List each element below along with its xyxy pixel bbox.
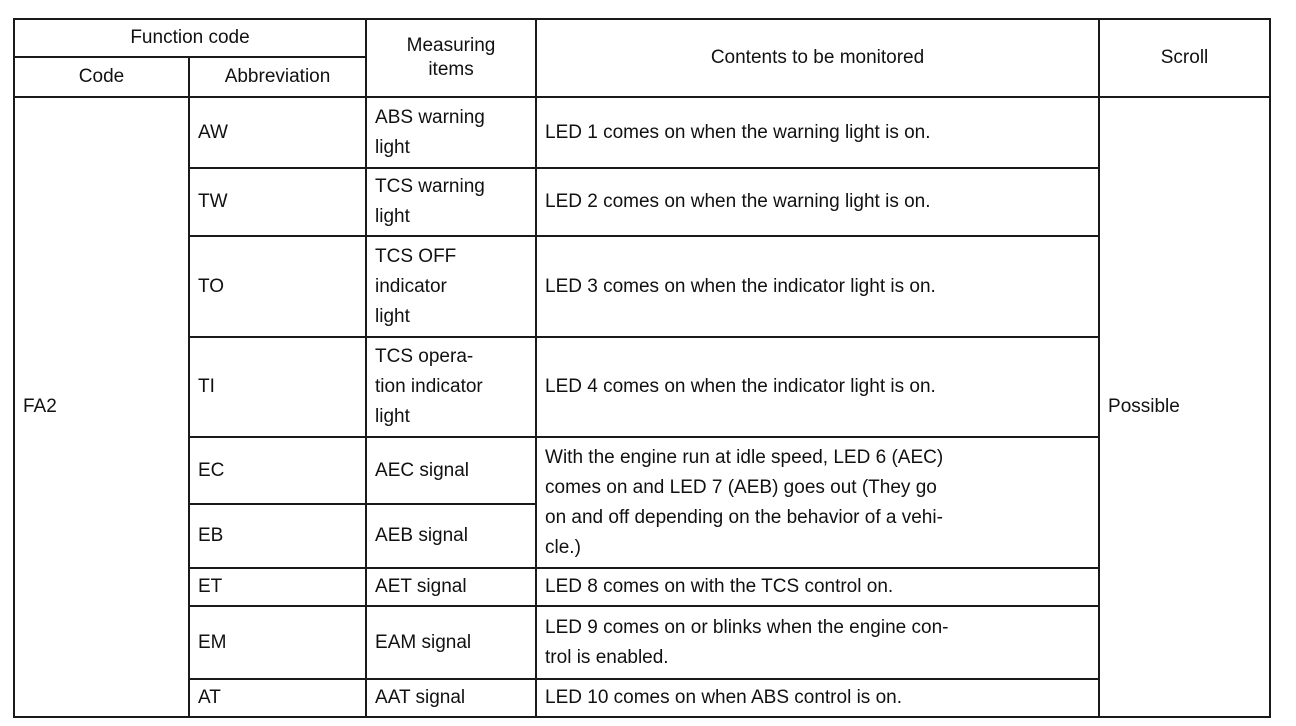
contents-line: trol is enabled. [545, 646, 669, 668]
table-row [14, 679, 1270, 717]
header-measuring-items-line1: Measuring [406, 35, 496, 57]
table-row [14, 437, 1270, 503]
contents-cell [536, 437, 1099, 568]
contents-cell: LED 8 comes on with the TCS control on. [536, 568, 1099, 606]
contents-line: With the engine run at idle speed, LED 6 (AEC) [545, 446, 944, 468]
abbreviation-cell: TO [189, 236, 366, 337]
item-line: TCS warning [375, 176, 485, 198]
measuring-item-cell [366, 504, 536, 568]
abbreviation-cell: EC [189, 437, 366, 503]
abbreviation-cell: ET [189, 568, 366, 606]
contents-line: comes on and LED 7 (AEB) goes out (They go [545, 476, 937, 498]
contents-cell: LED 4 comes on when the indicator light is on. [536, 337, 1099, 438]
abbreviation-cell: EB [189, 504, 366, 568]
code-cell: FA2 [14, 97, 189, 717]
item-line: TCS opera- [375, 346, 474, 368]
measuring-item-cell [366, 236, 536, 337]
contents-line: on and off depending on the behavior of a vehi- [545, 506, 943, 528]
header-row-top [14, 19, 1270, 57]
contents-line: cle.) [545, 536, 581, 558]
header-measuring-items-line2: items [428, 59, 474, 81]
abbreviation-cell: AW [189, 97, 366, 167]
contents-cell: LED 2 comes on when the warning light is on. [536, 168, 1099, 236]
header-contents: Contents to be monitored [536, 19, 1099, 97]
item-line: light [375, 136, 410, 158]
item-line: indicator [375, 275, 447, 297]
header-scroll: Scroll [1099, 19, 1270, 97]
item-line: tion indicator [375, 376, 483, 398]
measuring-item-cell [366, 97, 536, 167]
contents-cell: LED 10 comes on when ABS control is on. [536, 679, 1099, 717]
abbreviation-cell: TW [189, 168, 366, 236]
table-row [14, 337, 1270, 438]
abbreviation-cell: EM [189, 606, 366, 678]
measuring-item-cell [366, 606, 536, 678]
item-line: light [375, 305, 410, 327]
table-row [14, 168, 1270, 236]
header-code: Code [14, 57, 189, 97]
function-code-table [13, 18, 1271, 718]
measuring-item-cell [366, 168, 536, 236]
scroll-cell: Possible [1099, 97, 1270, 717]
table-row [14, 568, 1270, 606]
item-line: light [375, 206, 410, 228]
measuring-item-cell [366, 337, 536, 438]
header-abbreviation: Abbreviation [189, 57, 366, 97]
abbreviation-cell: AT [189, 679, 366, 717]
item-line: EAM signal [375, 631, 472, 653]
header-function-code: Function code [14, 19, 366, 57]
measuring-item-cell [366, 568, 536, 606]
table-row [14, 236, 1270, 337]
measuring-item-cell [366, 437, 536, 503]
measuring-item-cell [366, 679, 536, 717]
contents-cell [536, 606, 1099, 678]
contents-cell: LED 1 comes on when the warning light is on. [536, 97, 1099, 167]
abbreviation-cell: TI [189, 337, 366, 438]
contents-cell: LED 3 comes on when the indicator light is on. [536, 236, 1099, 337]
item-line: AEC signal [375, 459, 470, 481]
item-line: ABS warning [375, 106, 485, 128]
item-line: AEB signal [375, 524, 468, 546]
item-line: TCS OFF [375, 245, 457, 267]
table-row [14, 606, 1270, 678]
contents-line: LED 9 comes on or blinks when the engine con- [545, 616, 949, 638]
table-row [14, 97, 1270, 167]
header-measuring-items [366, 19, 536, 97]
item-line: AAT signal [375, 686, 466, 708]
item-line: AET signal [375, 576, 467, 598]
item-line: light [375, 406, 410, 428]
